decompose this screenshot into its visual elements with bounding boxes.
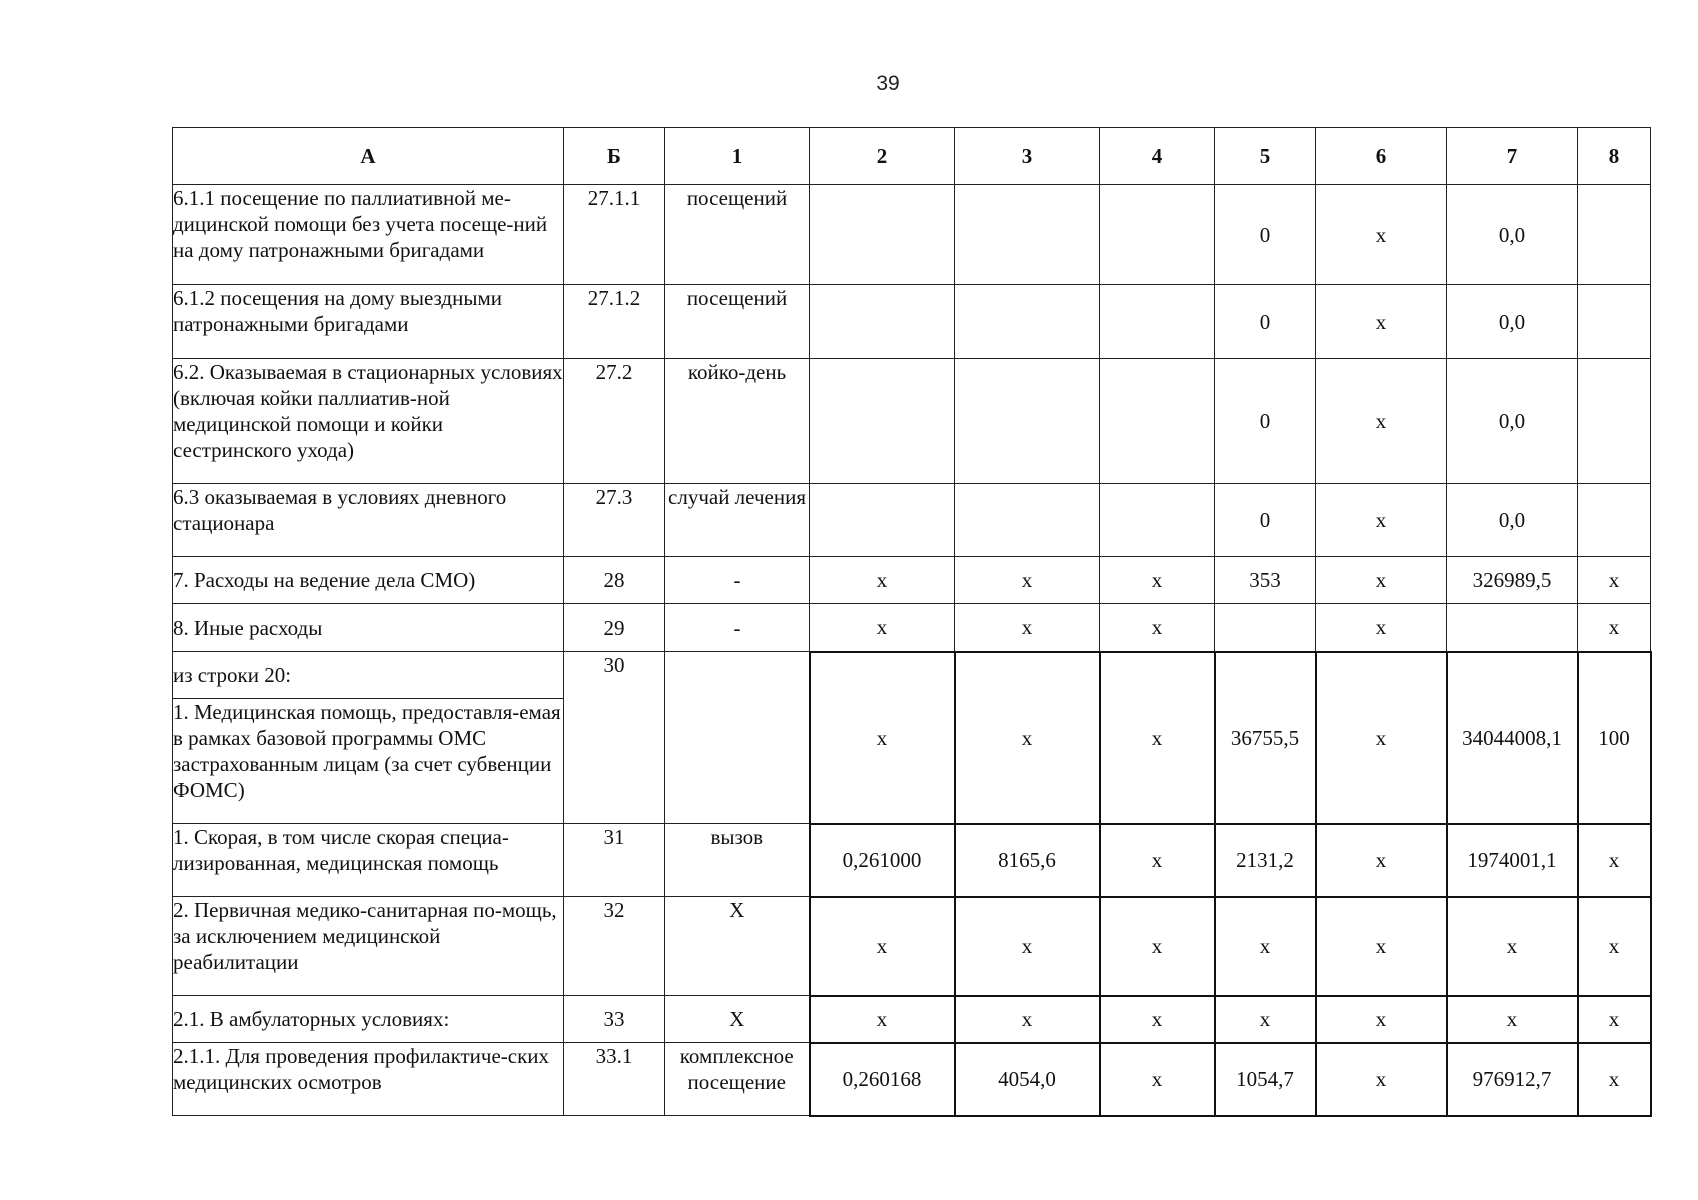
cell-col4: х	[1100, 897, 1215, 996]
row-unit: Х	[665, 996, 810, 1043]
cell-col8	[1578, 484, 1651, 557]
cell-col6: х	[1316, 557, 1447, 604]
cell-col7: 0,0	[1447, 359, 1578, 484]
table-row	[173, 1043, 1651, 1116]
cell-col8: х	[1578, 824, 1651, 897]
cell-col7: 0,0	[1447, 484, 1578, 557]
cell-col8: х	[1578, 897, 1651, 996]
row-code: 29	[564, 604, 665, 652]
cell-col2: 0,261000	[810, 824, 955, 897]
cell-col4	[1100, 185, 1215, 285]
table-row	[173, 652, 1651, 699]
cell-col2: х	[810, 604, 955, 652]
cell-col5: 0	[1215, 285, 1316, 359]
row-description: 6.1.1 посещение по паллиативной ме-дицинской помощи без учета посеще-ний на дому патронажными бригадами	[173, 185, 564, 285]
cell-col5: 0	[1215, 185, 1316, 285]
row-unit	[665, 652, 810, 824]
column-header: 8	[1578, 128, 1651, 185]
row-description: 6.1.2 посещения на дому выездными патронажными бригадами	[173, 285, 564, 359]
cell-col8	[1578, 185, 1651, 285]
header-row	[173, 128, 1651, 185]
cell-col7: 976912,7	[1447, 1043, 1578, 1116]
cell-col2	[810, 484, 955, 557]
row-code: 28	[564, 557, 665, 604]
cell-col7: 326989,5	[1447, 557, 1578, 604]
column-header: 6	[1316, 128, 1447, 185]
cell-col7: 0,0	[1447, 185, 1578, 285]
cell-col3	[955, 484, 1100, 557]
table-row	[173, 604, 1651, 652]
row-code: 31	[564, 824, 665, 897]
row-unit: комплексное посещение	[665, 1043, 810, 1116]
table-row	[173, 359, 1651, 484]
cell-col4: х	[1100, 996, 1215, 1043]
cell-col7: х	[1447, 897, 1578, 996]
cell-col8: х	[1578, 604, 1651, 652]
column-header: 2	[810, 128, 955, 185]
row-code: 32	[564, 897, 665, 996]
cell-col5: 0	[1215, 484, 1316, 557]
cell-col6: х	[1316, 996, 1447, 1043]
cell-col8: х	[1578, 996, 1651, 1043]
row-unit: посещений	[665, 285, 810, 359]
cell-col3: х	[955, 557, 1100, 604]
cell-col2: 0,260168	[810, 1043, 955, 1116]
cell-col3: х	[955, 652, 1100, 824]
cell-col7: 0,0	[1447, 285, 1578, 359]
cell-col4: х	[1100, 1043, 1215, 1116]
page-number: 39	[876, 72, 900, 95]
cell-col6: х	[1316, 897, 1447, 996]
cell-col4: х	[1100, 557, 1215, 604]
column-header: 5	[1215, 128, 1316, 185]
cell-col3: 4054,0	[955, 1043, 1100, 1116]
row-code: 33.1	[564, 1043, 665, 1116]
cell-col4: х	[1100, 652, 1215, 824]
cell-col3	[955, 359, 1100, 484]
cell-col5: 36755,5	[1215, 652, 1316, 824]
column-header: 3	[955, 128, 1100, 185]
row-code: 30	[564, 652, 665, 824]
cell-col5: х	[1215, 897, 1316, 996]
table-row	[173, 996, 1651, 1043]
cell-col2: х	[810, 557, 955, 604]
row-unit: случай лечения	[665, 484, 810, 557]
cell-col6: х	[1316, 359, 1447, 484]
table-row	[173, 824, 1651, 897]
cell-col8	[1578, 285, 1651, 359]
cell-col2: х	[810, 996, 955, 1043]
cell-col5: 0	[1215, 359, 1316, 484]
column-header: 1	[665, 128, 810, 185]
cell-col6: х	[1316, 652, 1447, 824]
row-code: 27.1.2	[564, 285, 665, 359]
cell-col7	[1447, 604, 1578, 652]
table-row	[173, 557, 1651, 604]
column-header: Б	[564, 128, 665, 185]
cell-col8: х	[1578, 1043, 1651, 1116]
cell-col2: х	[810, 897, 955, 996]
column-header: А	[173, 128, 564, 185]
table-row	[173, 484, 1651, 557]
cell-col7: х	[1447, 996, 1578, 1043]
cell-col3: х	[955, 996, 1100, 1043]
row-description: 7. Расходы на ведение дела СМО)	[173, 557, 564, 604]
cell-col4: х	[1100, 604, 1215, 652]
cell-col7: 1974001,1	[1447, 824, 1578, 897]
cell-col6: х	[1316, 824, 1447, 897]
row-unit: койко-день	[665, 359, 810, 484]
row-code: 27.1.1	[564, 185, 665, 285]
cell-col6: х	[1316, 604, 1447, 652]
table-row	[173, 185, 1651, 285]
cell-col8: 100	[1578, 652, 1651, 824]
row-unit: Х	[665, 897, 810, 996]
column-header: 7	[1447, 128, 1578, 185]
cell-col5: 353	[1215, 557, 1316, 604]
cell-col4	[1100, 359, 1215, 484]
cell-col6: х	[1316, 185, 1447, 285]
cell-col7: 34044008,1	[1447, 652, 1578, 824]
row-description: 2. Первичная медико-санитарная по-мощь, за исключением медицинской реабилитации	[173, 897, 564, 996]
cell-col6: х	[1316, 285, 1447, 359]
cell-col3: х	[955, 897, 1100, 996]
table-row	[173, 897, 1651, 996]
cell-col5	[1215, 604, 1316, 652]
cell-col5: 1054,7	[1215, 1043, 1316, 1116]
cell-col4	[1100, 285, 1215, 359]
row-unit: -	[665, 604, 810, 652]
row-description: 8. Иные расходы	[173, 604, 564, 652]
cell-col4	[1100, 484, 1215, 557]
cell-col2	[810, 285, 955, 359]
column-header: 4	[1100, 128, 1215, 185]
cell-col5: х	[1215, 996, 1316, 1043]
cell-col2: х	[810, 652, 955, 824]
cell-col5: 2131,2	[1215, 824, 1316, 897]
table-row	[173, 285, 1651, 359]
row-code: 27.3	[564, 484, 665, 557]
row-unit: вызов	[665, 824, 810, 897]
row-description: 2.1.1. Для проведения профилактиче-ских медицинских осмотров	[173, 1043, 564, 1116]
row-description: из строки 20:	[173, 652, 564, 699]
cell-col4: х	[1100, 824, 1215, 897]
data-table	[172, 127, 1652, 1117]
row-code: 33	[564, 996, 665, 1043]
cell-col6: х	[1316, 1043, 1447, 1116]
row-description: 2.1. В амбулаторных условиях:	[173, 996, 564, 1043]
row-code: 27.2	[564, 359, 665, 484]
cell-col3	[955, 185, 1100, 285]
cell-col2	[810, 359, 955, 484]
row-unit: -	[665, 557, 810, 604]
cell-col6: х	[1316, 484, 1447, 557]
cell-col8: х	[1578, 557, 1651, 604]
cell-col3	[955, 285, 1100, 359]
row-description: 1. Медицинская помощь, предоставля-емая в рамках базовой программы ОМС застрахованным лицам (за счет субвенции ФОМС)	[173, 699, 564, 824]
row-description: 1. Скорая, в том числе скорая специа-лизированная, медицинская помощь	[173, 824, 564, 897]
cell-col8	[1578, 359, 1651, 484]
row-description: 6.2. Оказываемая в стационарных условиях (включая койки паллиатив-ной медицинской помощи и койки сестринского ухода)	[173, 359, 564, 484]
cell-col3: х	[955, 604, 1100, 652]
row-unit: посещений	[665, 185, 810, 285]
cell-col3: 8165,6	[955, 824, 1100, 897]
row-description: 6.3 оказываемая в условиях дневного стационара	[173, 484, 564, 557]
cell-col2	[810, 185, 955, 285]
